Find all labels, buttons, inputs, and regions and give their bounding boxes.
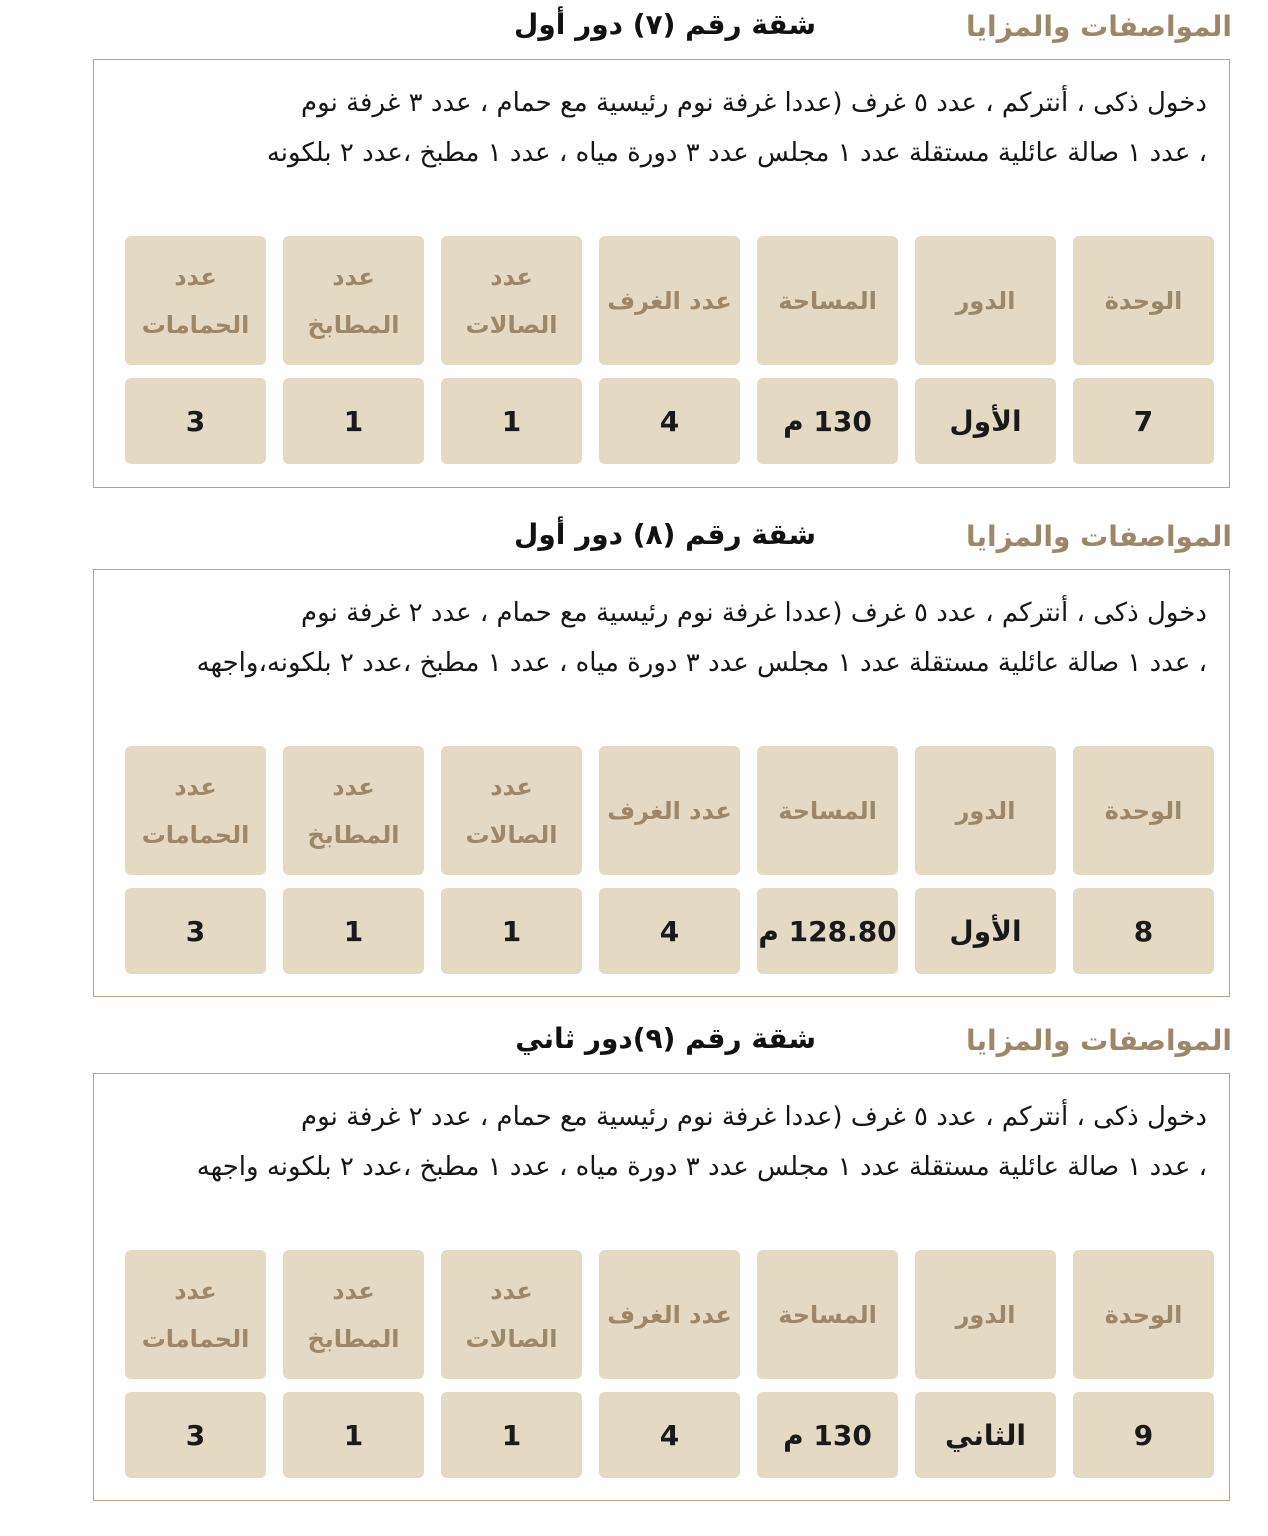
apartment-section-7 [0,0,1268,438]
header-bathrooms: عدد الحمامات [125,236,266,365]
apartment-section-8 [0,510,1268,948]
header-kitchens: عدد المطابخ [283,1250,424,1379]
value-kitchens: 1 [283,1392,424,1478]
features-label: المواصفات والمزايا [966,1024,1232,1057]
apartment-description [107,588,1207,688]
apartment-title: شقة رقم (٧) دور أول [514,8,816,41]
section-header [0,510,1268,560]
header-area: المساحة [757,746,898,875]
header-halls: عدد الصالات [441,236,582,365]
header-bathrooms: عدد الحمامات [125,1250,266,1379]
header-floor: الدور [915,1250,1056,1379]
value-kitchens: 1 [283,888,424,974]
specs-table [124,746,1214,974]
features-label: المواصفات والمزايا [966,10,1232,43]
header-area: المساحة [757,236,898,365]
specs-value-row [124,1392,1214,1478]
specs-header-row [124,1250,1214,1379]
header-kitchens: عدد المطابخ [283,236,424,365]
header-rooms: عدد الغرف [599,236,740,365]
apartment-details-box [93,569,1230,997]
value-rooms: 4 [599,1392,740,1478]
header-unit: الوحدة [1073,1250,1214,1379]
header-bathrooms: عدد الحمامات [125,746,266,875]
description-line-1: دخول ذكى ، أنتركم ، عدد ٥ غرف (عددا غرفة نوم رئيسية مع حمام ، عدد ٢ غرفة نوم [301,1102,1207,1132]
specs-header-row [124,746,1214,875]
description-line-2: ، عدد ١ صالة عائلية مستقلة عدد ١ مجلس عدد ٣ دورة مياه ، عدد ١ مطبخ ،عدد ٢ بلكونه واجهه [196,1152,1207,1182]
value-bathrooms: 3 [125,1392,266,1478]
header-rooms: عدد الغرف [599,746,740,875]
apartment-section-9 [0,1014,1268,1452]
apartment-description [107,1092,1207,1192]
value-unit: 9 [1073,1392,1214,1478]
value-halls: 1 [441,888,582,974]
header-unit: الوحدة [1073,236,1214,365]
apartment-details-box [93,59,1230,488]
value-floor: الثاني [915,1392,1056,1478]
header-kitchens: عدد المطابخ [283,746,424,875]
header-floor: الدور [915,746,1056,875]
value-floor: الأول [915,378,1056,464]
description-line-1: دخول ذكى ، أنتركم ، عدد ٥ غرف (عددا غرفة نوم رئيسية مع حمام ، عدد ٣ غرفة نوم [301,88,1207,118]
specs-table [124,236,1214,464]
value-unit: 7 [1073,378,1214,464]
value-bathrooms: 3 [125,888,266,974]
value-unit: 8 [1073,888,1214,974]
description-line-2: ، عدد ١ صالة عائلية مستقلة عدد ١ مجلس عدد ٣ دورة مياه ، عدد ١ مطبخ ،عدد ٢ بلكونه [266,138,1207,168]
value-rooms: 4 [599,378,740,464]
apartment-title: شقة رقم (٨) دور أول [514,518,816,551]
header-rooms: عدد الغرف [599,1250,740,1379]
apartment-title: شقة رقم (٩)دور ثاني [515,1022,816,1055]
value-halls: 1 [441,378,582,464]
header-halls: عدد الصالات [441,1250,582,1379]
header-unit: الوحدة [1073,746,1214,875]
value-kitchens: 1 [283,378,424,464]
specs-value-row [124,378,1214,464]
section-header [0,1014,1268,1064]
description-line-2: ، عدد ١ صالة عائلية مستقلة عدد ١ مجلس عدد ٣ دورة مياه ، عدد ١ مطبخ ،عدد ٢ بلكونه،واجهه [196,648,1207,678]
value-area: 130 م [757,1392,898,1478]
header-floor: الدور [915,236,1056,365]
specs-table [124,1250,1214,1478]
value-area: 130 م [757,378,898,464]
apartment-details-box [93,1073,1230,1501]
value-floor: الأول [915,888,1056,974]
value-bathrooms: 3 [125,378,266,464]
value-rooms: 4 [599,888,740,974]
specs-value-row [124,888,1214,974]
header-area: المساحة [757,1250,898,1379]
apartment-description [107,78,1207,178]
features-label: المواصفات والمزايا [966,520,1232,553]
value-halls: 1 [441,1392,582,1478]
section-header [0,0,1268,50]
header-halls: عدد الصالات [441,746,582,875]
value-area: 128.80 م [757,888,898,974]
description-line-1: دخول ذكى ، أنتركم ، عدد ٥ غرف (عددا غرفة نوم رئيسية مع حمام ، عدد ٢ غرفة نوم [301,598,1207,628]
specs-header-row [124,236,1214,365]
